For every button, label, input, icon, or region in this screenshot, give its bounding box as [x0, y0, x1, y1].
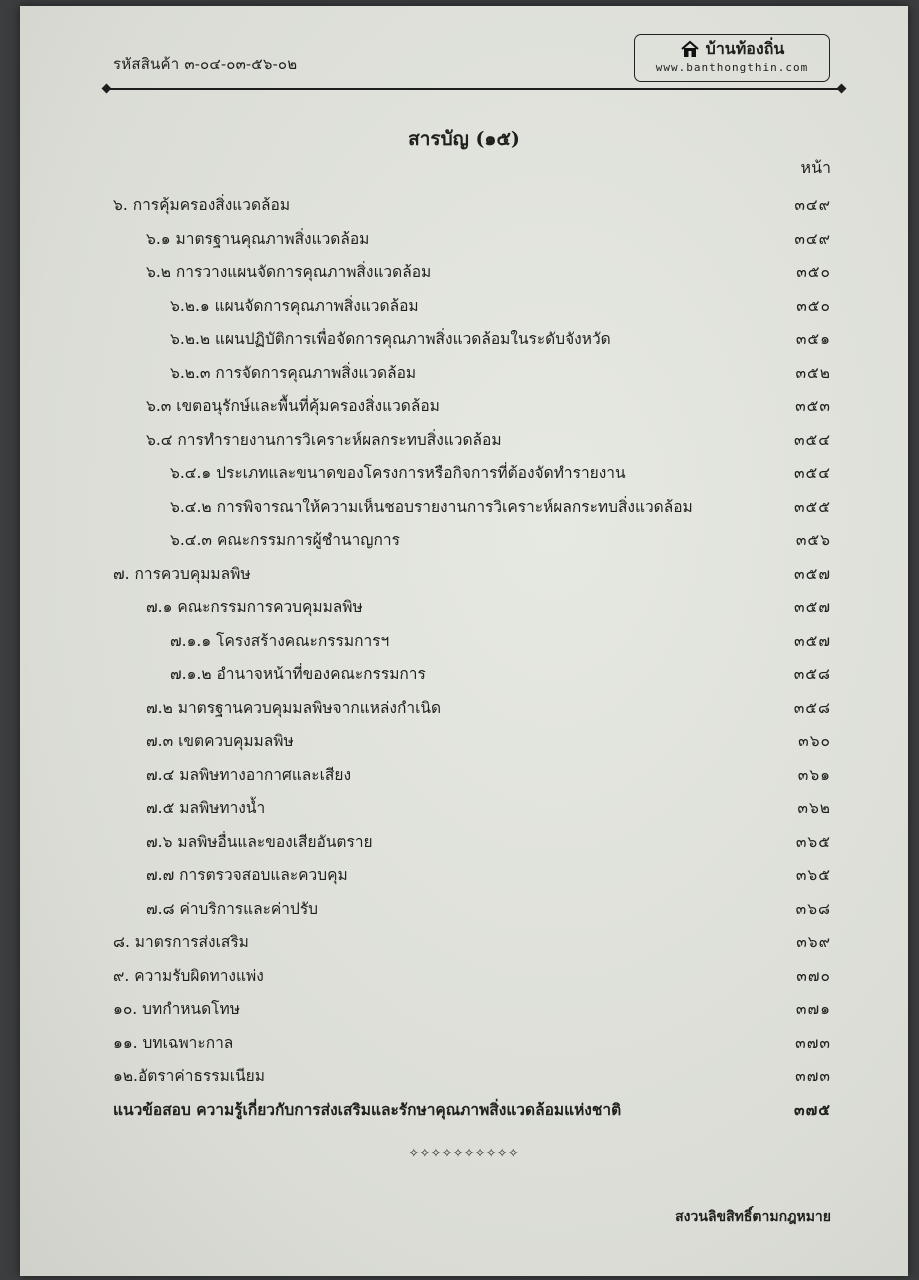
- toc-page: ๓๕๘: [793, 665, 831, 683]
- toc-label: ๑๐. บทกำหนดโทษ: [113, 1000, 240, 1018]
- toc-label: ๖.๔.๑ ประเภทและขนาดของโครงการหรือกิจการที่ต้องจัดทำรายงาน: [170, 464, 626, 482]
- toc-label: ๗.๑.๑ โครงสร้างคณะกรรมการฯ: [170, 631, 390, 650]
- toc-row[interactable]: [20, 661, 908, 687]
- toc-page: ๓๖๑: [797, 765, 831, 784]
- toc-page: ๓๖๘: [795, 899, 831, 918]
- toc-label: ๗.๑.๒ อำนาจหน้าที่ของคณะกรรมการ: [170, 665, 426, 683]
- toc-page: ๓๖๒: [797, 799, 831, 817]
- toc-row[interactable]: [20, 460, 908, 486]
- toc-label: ๗. การควบคุมมลพิษ: [113, 564, 251, 583]
- toc-label: ๙. ความรับผิดทางแพ่ง: [113, 966, 264, 985]
- toc-label: ๖.๔.๒ การพิจารณาให้ความเห็นชอบรายงานการวิเคราะห์ผลกระทบสิ่งแวดล้อม: [170, 497, 693, 516]
- toc-label: ๗.๕ มลพิษทางน้ำ: [146, 799, 266, 817]
- toc-row[interactable]: [20, 963, 908, 989]
- toc-row[interactable]: [20, 795, 908, 821]
- toc-row[interactable]: [20, 360, 908, 386]
- toc-row[interactable]: [20, 728, 908, 754]
- toc-row[interactable]: [20, 1063, 908, 1089]
- house-icon: [680, 40, 700, 58]
- toc-row[interactable]: [20, 929, 908, 955]
- toc-row[interactable]: [20, 226, 908, 252]
- publisher-logo[interactable]: [634, 34, 830, 82]
- toc-page: ๓๖๕: [795, 866, 831, 884]
- toc-row[interactable]: [20, 259, 908, 285]
- toc-page: ๓๖๕: [795, 832, 831, 851]
- toc-page: ๓๕๑: [795, 330, 831, 348]
- toc-row[interactable]: [20, 829, 908, 855]
- document-page: [20, 6, 908, 1276]
- toc-page: ๓๗๐: [796, 966, 831, 985]
- toc-label: ๖.๔ การทำรายงานการวิเคราะห์ผลกระทบสิ่งแวดล้อม: [146, 430, 502, 449]
- toc-page: ๓๕๖: [795, 531, 831, 549]
- toc-label: ๗.๓ เขตควบคุมมลพิษ: [146, 732, 294, 750]
- toc-row[interactable]: [20, 561, 908, 587]
- header-rule: [107, 88, 841, 90]
- toc-row[interactable]: [20, 326, 908, 352]
- toc-page: ๓๖๙: [796, 933, 831, 951]
- toc-page: ๓๗๓: [795, 1067, 831, 1085]
- toc-page: ๓๗๕: [794, 1099, 831, 1119]
- toc-page: ๓๕๔: [793, 464, 831, 482]
- toc-label: ๘. มาตรการส่งเสริม: [113, 933, 249, 951]
- toc-row[interactable]: [20, 293, 908, 319]
- toc-row[interactable]: [20, 1097, 908, 1123]
- toc-page: ๓๔๙: [794, 196, 831, 214]
- ornament-divider: ✧✧✧✧✧✧✧✧✧✧: [408, 1146, 520, 1160]
- toc-row[interactable]: [20, 427, 908, 453]
- toc-row[interactable]: [20, 862, 908, 888]
- toc-label: แนวข้อสอบ ความรู้เกี่ยวกับการส่งเสริมและรักษาคุณภาพสิ่งแวดล้อมแห่งชาติ: [113, 1099, 622, 1119]
- toc-page: ๓๕๔: [793, 430, 831, 449]
- toc-label: ๗.๖ มลพิษอื่นและของเสียอันตราย: [146, 832, 373, 851]
- toc-label: ๖.๒ การวางแผนจัดการคุณภาพสิ่งแวดล้อม: [146, 263, 432, 281]
- toc-row[interactable]: [20, 762, 908, 788]
- rule-diamond-left: [102, 83, 112, 93]
- toc-row[interactable]: [20, 192, 908, 218]
- toc-page: ๓๕๗: [794, 564, 831, 583]
- rule-diamond-right: [837, 83, 847, 93]
- toc-page: ๓๔๙: [794, 229, 831, 248]
- toc-label: ๖. การคุ้มครองสิ่งแวดล้อม: [113, 196, 291, 214]
- toc-label: ๗.๒ มาตรฐานควบคุมมลพิษจากแหล่งกำเนิด: [146, 698, 442, 717]
- toc-page: ๓๕๘: [793, 698, 831, 717]
- toc-label: ๗.๗ การตรวจสอบและควบคุม: [146, 866, 348, 884]
- logo-url: www.banthongthin.com: [655, 61, 809, 74]
- product-code: รหัสสินค้า ๓-๐๔-๐๓-๕๖-๐๒: [113, 55, 298, 73]
- page-title: สารบัญ (๑๕): [408, 128, 520, 150]
- toc-row[interactable]: [20, 494, 908, 520]
- toc-page: ๓๕๓: [795, 397, 831, 415]
- toc-label: ๖.๒.๓ การจัดการคุณภาพสิ่งแวดล้อม: [170, 363, 417, 382]
- toc-page: ๓๗๓: [795, 1033, 831, 1052]
- toc-row[interactable]: [20, 1030, 908, 1056]
- toc-page: ๓๕๕: [793, 497, 831, 516]
- toc-row[interactable]: [20, 527, 908, 553]
- toc-label: ๖.๔.๓ คณะกรรมการผู้ชำนาญการ: [170, 531, 400, 549]
- toc-label: ๗.๔ มลพิษทางอากาศและเสียง: [146, 765, 352, 784]
- toc-label: ๖.๒.๑ แผนจัดการคุณภาพสิ่งแวดล้อม: [170, 296, 419, 315]
- toc-row[interactable]: [20, 695, 908, 721]
- toc-row[interactable]: [20, 896, 908, 922]
- toc-label: ๖.๓ เขตอนุรักษ์และพื้นที่คุ้มครองสิ่งแวดล้อม: [146, 397, 440, 415]
- page-column-heading: หน้า: [800, 158, 831, 177]
- toc-page: ๓๕๐: [796, 296, 831, 315]
- toc-label: ๑๒.อัตราค่าธรรมเนียม: [113, 1067, 265, 1085]
- logo-name: บ้านท้องถิ่น: [705, 38, 785, 58]
- toc-page: ๓๕๗: [794, 598, 831, 616]
- toc-label: ๖.๒.๒ แผนปฏิบัติการเพื่อจัดการคุณภาพสิ่งแวดล้อมในระดับจังหวัด: [170, 330, 611, 348]
- toc-row[interactable]: [20, 996, 908, 1022]
- toc-page: ๓๗๑: [795, 1000, 831, 1018]
- toc-page: ๓๖๐: [798, 732, 831, 750]
- toc-label: ๖.๑ มาตรฐานคุณภาพสิ่งแวดล้อม: [146, 229, 370, 248]
- toc-label: ๑๑. บทเฉพาะกาล: [113, 1033, 234, 1052]
- toc-page: ๓๕๒: [795, 363, 831, 382]
- toc-page: ๓๕๐: [796, 263, 831, 281]
- copyright-note: สงวนลิขสิทธิ์ตามกฎหมาย: [675, 1209, 831, 1225]
- toc-label: ๗.๘ ค่าบริการและค่าปรับ: [146, 899, 319, 918]
- toc-row[interactable]: [20, 628, 908, 654]
- toc-row[interactable]: [20, 393, 908, 419]
- toc-page: ๓๕๗: [794, 631, 831, 650]
- toc-row[interactable]: [20, 594, 908, 620]
- toc-label: ๗.๑ คณะกรรมการควบคุมมลพิษ: [146, 598, 363, 616]
